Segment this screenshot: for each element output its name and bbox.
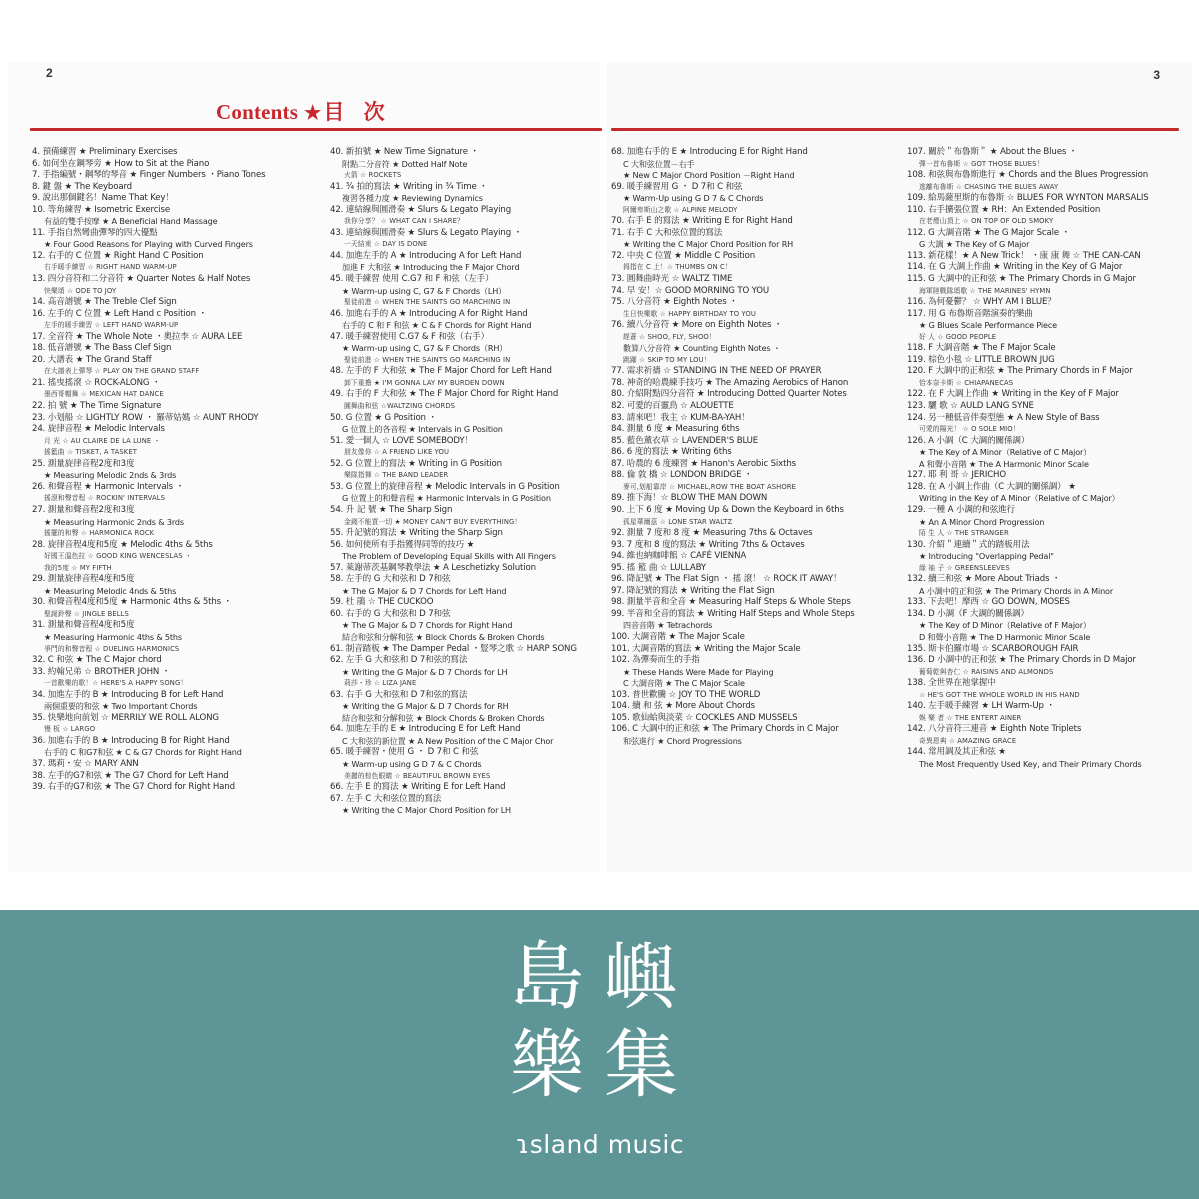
toc-entry: 47. 暖手練習使用 C.G7 & F 和弦（右手） [330, 331, 490, 342]
left-page [8, 62, 600, 872]
toc-entry: 94. 維也納咖啡館 ☆ CAFÉ VIENNA [611, 551, 747, 562]
toc-column-3 [611, 147, 901, 747]
toc-entry: 拇指在 C 上！☆ THUMBS ON C！ [623, 263, 732, 272]
title-divider [30, 128, 602, 131]
toc-entry: 53. G 位置上的旋律音程 ★ Melodic Intervals in G Position [330, 481, 560, 492]
toc-entry: 73. 圓舞曲時光 ☆ WALTZ TIME [611, 274, 733, 285]
toc-entry: 92. 測量 7 度和 8 度 ★ Measuring 7ths & Octaves [611, 528, 813, 539]
toc-entry: 30. 和聲音程4度和5度 ★ Harmonic 4ths & 5ths ・ [32, 597, 233, 608]
toc-entry: 加進 F 大和弦 ★ Introducing the F Major Chord [342, 262, 520, 273]
toc-entry: 在老煙山頂上 ☆ ON TOP OF OLD SMOKY [919, 217, 1054, 226]
toc-entry: 45. 暖手練習 使用 C.G7 和 F 和弦（左手） [330, 274, 494, 285]
toc-entry: 趕蒼 ☆ SHOO, FLY, SHOO！ [623, 332, 716, 341]
toc-entry: 86. 6 度的寫法 ★ Writing 6ths [611, 447, 732, 458]
toc-entry: 107. 關於＂布魯斯＂ ★ About the Blues ・ [907, 147, 1078, 157]
toc-entry: 67. 左手 C 大和弦位置的寫法 [330, 793, 442, 804]
toc-entry: 好 人 ☆ GOOD PEOPLE [919, 332, 997, 341]
toc-entry: ★ Warm-Up using G D 7 & C Chords [623, 193, 764, 204]
toc-entry: 64. 加進左手的 E ★ Introducing E for Left Hand [330, 724, 521, 735]
toc-entry: 22. 拍 號 ★ The Time Signature [32, 401, 162, 412]
toc-entry: 120. F 大調中的正和弦 ★ The Primary Chords in F Major [907, 366, 1133, 377]
toc-entry: 66. 左手 E 的寫法 ★ Writing E for Left Hand [330, 782, 506, 793]
toc-entry: 聖徒前進 ☆ WHEN THE SAINTS GO MARCHING IN [344, 298, 511, 307]
toc-entry: 114. 在 G 大調上作曲 ★ Writing in the Key of G Major [907, 262, 1123, 273]
contents-title [216, 96, 391, 126]
toc-entry: 116. 為何憂鬱？ ☆ WHY AM I BLUE？ [907, 297, 1056, 308]
toc-entry: The Problem of Developing Equal Skills with All Fingers [342, 551, 556, 562]
toc-entry: 132. 續三和弦 ★ More About Triads ・ [907, 574, 1061, 585]
toc-entry: 78. 神奇的哈農練手技巧 ★ The Amazing Aerobics of Hanon [611, 377, 849, 388]
toc-entry: 84. 測量 6 度 ★ Measuring 6ths [611, 424, 740, 435]
toc-entry: 69. 暖手練習用 G ・ D 7和 C 和弦 [611, 181, 743, 192]
toc-entry: 40. 新拍號 ★ New Time Signature ・ [330, 147, 479, 157]
toc-entry: 61. 制音踏板 ★ The Damper Pedal ・豎琴之歌 ☆ HARP SONG [330, 643, 577, 654]
toc-entry: 右手的 C 和 F 和弦 ★ C & F Chords for Right Hand [342, 320, 532, 331]
toc-entry: 25. 測量旋律音程2度和3度 [32, 458, 135, 469]
toc-entry: 葡萄乾與杏仁 ☆ RAISINS AND ALMONDS [919, 667, 1054, 676]
toc-entry: 135. 斯卡伯羅市場 ☆ SCARBOROUGH FAIR [907, 643, 1079, 654]
toc-entry: 55. 升記號的寫法 ★ Writing the Sharp Sign [330, 528, 503, 539]
toc-entry: 左手的暖手練習 ☆ LEFT HAND WARM-UP [44, 321, 179, 330]
toc-entry: ★ Measuring Harmonic 4ths & 5ths [44, 631, 182, 642]
toc-entry: 31. 測量和聲音程4度和5度 [32, 620, 135, 631]
toc-entry: 60. 右手的 G 大和弦和 D 7和弦 [330, 608, 451, 619]
toc-entry: 50. G 位置 ★ G Position ・ [330, 412, 437, 423]
toc-entry: 75. 八分音符 ★ Eighth Notes ・ [611, 297, 738, 308]
toc-entry: 卸下重擔 ★ I'M GONNA LAY MY BURDEN DOWN [344, 378, 505, 387]
toc-entry: G 位置上的和聲音程 ★ Harmonic Intervals in G Position [342, 493, 551, 504]
toc-entry: 四音音階 ★ Tetrachords [623, 620, 713, 631]
toc-entry: 62. 左手 G 大和弦和 D 7和弦的寫法 [330, 655, 468, 666]
toc-entry: 金錢不能買一切 ★ MONEY CAN'T BUY EVERYTHING！ [344, 517, 522, 526]
toc-entry: The Most Frequently Used Key, and Their Primary Chords [919, 758, 1142, 769]
toc-entry: 134. D 小調（F 大調的關係調） [907, 608, 1029, 619]
toc-entry: 可愛的陽光！ ☆ O SOLE MIO！ [919, 425, 1020, 434]
toc-entry: 35. 快樂地向前划 ☆ MERRILY WE ROLL ALONG [32, 712, 219, 723]
toc-entry: 123. 驪 歌 ☆ AULD LANG SYNE [907, 401, 1034, 412]
toc-entry: 月 光 ☆ AU CLAIRE DE LA LUNE ・ [44, 436, 161, 445]
toc-entry: 49. 右手的 F 大和弦 ★ The F Major Chord for Right Hand [330, 389, 559, 400]
toc-entry: 34. 加進左手的 B ★ Introducing B for Left Hand [32, 689, 224, 700]
right-page [607, 62, 1192, 872]
toc-entry: 21. 搖曳搖滾 ☆ ROCK-ALONG ・ [32, 377, 161, 388]
toc-entry: 54. 升 記 號 ★ The Sharp Sign [330, 504, 453, 515]
toc-column-4 [907, 147, 1197, 771]
toc-entry: 阿爾卑斯山之歌 ☆ ALPINE MELODY [623, 205, 738, 214]
toc-entry: ★ Writing the G Major & D 7 Chords for RH [342, 701, 509, 712]
toc-entry: ★ Writing the C Major Chord Position for LH [342, 805, 511, 816]
toc-entry: 117. 用 G 布魯斯音階演奏的樂曲 [907, 308, 1033, 319]
toc-entry: 110. 右手擴張位置 ★ RH：An Extended Position [907, 204, 1101, 215]
toc-entry: 133. 下去吧！摩西 ☆ GO DOWN, MOSES [907, 597, 1070, 608]
toc-entry: 16. 左手的 C 位置 ★ Left Hand c Position ・ [32, 308, 207, 319]
toc-entry: 128. 在 A 小調上作曲（C 大調的關係調） ★ [907, 481, 1076, 492]
toc-entry: 89. 推下海！☆ BLOW THE MAN DOWN [611, 493, 768, 504]
toc-entry: 23. 小划船 ☆ LIGHTLY ROW ・ 羅蒂姑媽 ☆ AUNT RHODY [32, 412, 259, 423]
toc-entry: 綠 袖 子 ☆ GREENSLEEVES [919, 563, 1010, 572]
toc-entry: 麥可,划船靠岸 ☆ MICHAEL,ROW THE BOAT ASHORE [623, 482, 796, 491]
toc-entry: 140. 左手暖手練習 ★ LH Warm-Up ・ [907, 701, 1055, 712]
toc-entry: 火箭 ☆ ROCKETS [344, 171, 402, 180]
toc-entry: ★ These Hands Were Made for Playing [623, 666, 774, 677]
toc-entry: 圓舞曲和弦 ☆WALTZING CHORDS [344, 402, 456, 411]
toc-entry: 43. 連結線與圓滑奏 ★ Slurs & Legato Playing ・ [330, 227, 523, 238]
toc-entry: 逃離布魯斯 ☆ CHASING THE BLUES AWAY [919, 182, 1059, 191]
toc-entry: 106. C 大調中的正和弦 ★ The Primary Chords in C Major [611, 724, 839, 735]
toc-entry: 海軍陸戰隊頌歌 ☆ THE MARINES' HYMN [919, 286, 1051, 295]
toc-entry: 98. 測量半音和全音 ★ Measuring Half Steps & Whole Steps [611, 597, 851, 608]
toc-entry: 58. 左手的 G 大和弦和 D 7和弦 [330, 574, 451, 585]
toc-entry: ★ Warm-up using C, G7 & F Chords（RH） [342, 343, 508, 354]
toc-entry: ★ Warm-up using C, G7 & F Chords（LH） [342, 285, 507, 296]
toc-entry: 17. 全音符 ★ The Whole Note ・奧拉李 ☆ AURA LEE [32, 331, 243, 342]
toc-entry: 56. 如何使所有手指獲得同等的技巧 ★ [330, 539, 475, 550]
toc-entry: ★ The G Major & D 7 Chords for Left Hand [342, 585, 507, 596]
logo-char-3: 樂 [510, 1022, 584, 1108]
toc-entry: 結合和弦和分解和弦 ★ Block Chords & Broken Chords [342, 712, 545, 723]
title-divider-right [611, 128, 1179, 131]
toc-entry: 97. 降記號的寫法 ★ Writing the Flat Sign [611, 585, 775, 596]
toc-entry: 124. 另一種低音伴奏型態 ★ A New Style of Bass [907, 412, 1100, 423]
toc-entry: 和弦進行 ★ Chord Progressions [623, 735, 742, 746]
toc-entry: ★ The G Major & D 7 Chords for Right Hand [342, 620, 513, 631]
toc-entry: 138. 全世界在祂掌握中 [907, 678, 996, 689]
toc-entry: 右手暖手練習 ☆ RIGHT HAND WARM-UP [44, 263, 177, 272]
toc-entry: 孤星華爾茲 ☆ LONE STAR WALTZ [623, 517, 733, 526]
toc-entry: 42. 連結線與圓滑奏 ★ Slurs & Legato Playing [330, 204, 512, 215]
toc-entry: 93. 7 度和 8 度的寫法 ★ Writing 7ths & Octaves [611, 539, 805, 550]
toc-column-1 [32, 147, 322, 794]
toc-entry: ☆ HE'S GOT THE WHOLE WORLD IN HIS HAND [919, 690, 1080, 699]
toc-entry: 74. 早 安！☆ GOOD MORNING TO YOU [611, 285, 770, 296]
toc-entry: Writing in the Key of A Minor（Relative of C Major） [919, 493, 1120, 504]
island-music-logo [510, 928, 700, 1168]
toc-entry: 我你分享？ ☆ WHAT CAN I SHARE？ [344, 217, 464, 226]
toc-entry: ★ The Key of D Minor（Relative of F Major） [919, 620, 1091, 631]
logo-char-1: 島 [510, 934, 584, 1020]
toc-entry: ★ The Key of A Minor（Relative of C Major） [919, 447, 1092, 458]
toc-entry: 44. 加進左手的 A ★ Introducing A for Left Hand [330, 250, 522, 261]
toc-entry: 兩個重要的和弦 ★ Two Important Chords [44, 701, 198, 712]
toc-entry: 119. 棕色小毯 ☆ LITTLE BROWN JUG [907, 354, 1055, 365]
toc-entry: 聖誕鈴聲 ☆ JINGLE BELLS [44, 609, 129, 618]
toc-entry: 搖擺的和聲 ☆ HARMONICA ROCK [44, 529, 155, 538]
toc-entry: 恰本奈卡斯 ☆ CHIAPANECAS [919, 378, 1014, 387]
toc-entry: 113. 新花樣！★ A New Trick！ ・康 康 舞 ☆ THE CAN-CAN [907, 250, 1141, 261]
toc-entry: 奇異恩典 ☆ AMAZING GRACE [919, 736, 1017, 745]
toc-entry: 一首歡樂的歌！☆ HERE'S A HAPPY SONG！ [44, 679, 188, 688]
toc-entry: 83. 請來吧！我主 ☆ KUM-BA-YAH！ [611, 412, 750, 423]
toc-entry: 13. 四分音符和二分音符 ★ Quarter Notes & Half Notes [32, 274, 251, 285]
toc-entry: 90. 上下 6 度 ★ Moving Up & Down the Keyboard in 6ths [611, 504, 844, 515]
toc-entry: 109. 給馬薩里斯的布魯斯 ☆ BLUES FOR WYNTON MARSALIS [907, 193, 1149, 204]
toc-entry: 在大譜表上彈琴 ☆ PLAY ON THE GRAND STAFF [44, 367, 200, 376]
toc-entry: 68. 加進右手的 E ★ Introducing E for Right Hand [611, 147, 808, 157]
toc-entry: 108. 和弦與布魯斯進行 ★ Chords and the Blues Progression [907, 170, 1149, 181]
toc-entry: 美麗的棕色眼睛 ☆ BEAUTIFUL BROWN EYES [344, 771, 491, 780]
toc-entry: 127. 耶 利 哥 ☆ JERICHO [907, 470, 1006, 481]
toc-entry: 32. C 和弦 ★ The C Major chord [32, 655, 162, 666]
toc-column-2 [330, 147, 620, 817]
toc-entry: 142. 八分音符三連音 ★ Eighth Note Triplets [907, 724, 1082, 735]
toc-entry: 115. G 大調中的正和弦 ★ The Primary Chords in G Major [907, 274, 1136, 285]
toc-entry: 慢 板 ☆ LARGO [44, 725, 96, 734]
toc-entry: 65. 暖手練習・使用 G ・ D 7和 C 和弦 [330, 747, 479, 758]
toc-entry: 130. 介紹＂連續＂式的踏板用法 [907, 539, 1030, 550]
toc-entry: 57. 萊謝蒂茨基鋼琴教學法 ★ A Leschetizky Solution [330, 562, 536, 573]
toc-entry: 附點二分音符 ★ Dotted Half Note [342, 158, 468, 169]
toc-entry: 96. 降記號 ★ The Flat Sign ・ 搖 滾！ ☆ ROCK IT AWAY！ [611, 574, 842, 585]
toc-entry: 快樂頌 ☆ ODE TO JOY [44, 286, 117, 295]
page-number-left: 2 [46, 66, 53, 80]
page-number-right: 3 [1153, 68, 1160, 82]
toc-entry: ★ Writing the G Major & D 7 Chords for LH [342, 666, 508, 677]
toc-entry: 104. 續 和 弦 ★ More About Chords [611, 701, 755, 712]
toc-entry: A 和聲小音階 ★ The A Harmonic Minor Scale [919, 458, 1089, 469]
toc-entry: ★ An A Minor Chord Progression [919, 516, 1045, 527]
toc-entry: G 大調 ★ The Key of G Major [919, 239, 1030, 250]
toc-entry: 33. 約翰兄弟 ☆ BROTHER JOHN ・ [32, 666, 171, 677]
toc-entry: 95. 搖 籃 曲 ☆ LULLABY [611, 562, 706, 573]
toc-entry: 跳躍 ☆ SKIP TO MY LOU！ [623, 355, 711, 364]
toc-entry: C 大和弦的新位置 ★ A New Position of the C Major Chor [342, 735, 554, 746]
toc-entry: 搖滾和聲音程 ☆ ROCKIN' INTERVALS [44, 494, 166, 503]
toc-entry: 搖籃曲 ☆ TISKET, A TASKET [44, 448, 138, 457]
toc-entry: 複習各種力度 ★ Reviewing Dynamics [342, 193, 483, 204]
toc-entry: 80. 介紹附點四分音符 ★ Introducing Dotted Quarter Notes [611, 389, 847, 400]
toc-entry: 46. 加進右手的 A ★ Introducing A for Right Hand [330, 308, 528, 319]
toc-entry: 彈一首布魯斯 ☆ GOT THOSE BLUES！ [919, 159, 1044, 168]
toc-entry: ★ Measuring Harmonic 2nds & 3rds [44, 516, 184, 527]
toc-entry: 102. 為彈奏而生的手指 [611, 655, 700, 666]
logo-char-2: 嶼 [604, 934, 678, 1020]
toc-entry: 墨西哥帽舞 ☆ MEXICAN HAT DANCE [44, 390, 164, 399]
toc-entry: 28. 旋律音程4度和5度 ★ Melodic 4ths & 5ths [32, 539, 213, 550]
toc-entry: ★ Warm-up using G D 7 & C Chords [342, 758, 482, 769]
toc-entry: 52. G 位置上的寫法 ★ Writing in G Position [330, 458, 502, 469]
toc-entry: 105. 歌仙蛤與淡菜 ☆ COCKLES AND MUSSELS [611, 712, 798, 723]
toc-entry: 88. 倫 敦 橋 ☆ LONDON BRIDGE ・ [611, 470, 753, 481]
toc-entry: ★ Measuring Melodic 4nds & 5ths [44, 585, 177, 596]
toc-entry: 12. 右手的 C 位置 ★ Right Hand C Position [32, 250, 204, 261]
toc-entry: 85. 藍色薰衣草 ☆ LAVENDER'S BLUE [611, 435, 759, 446]
toc-entry: D 和聲小音階 ★ The D Harmonic Minor Scale [919, 631, 1091, 642]
toc-entry: 100. 大調音階 ★ The Major Scale [611, 631, 745, 642]
toc-entry: 10. 等角練習 ★ Isometric Exercise [32, 204, 171, 215]
logo-char-4: 集 [604, 1022, 678, 1108]
toc-entry: 數算八分音符 ★ Counting Eighth Notes ・ [623, 343, 781, 354]
toc-entry: 生日快樂歌 ☆ HAPPY BIRTHDAY TO YOU [623, 309, 756, 318]
logo-tagline: ɿsland music [516, 1130, 685, 1159]
toc-entry: 63. 右手 G 大和弦和 D 7和弦的寫法 [330, 689, 468, 700]
toc-entry: 112. G 大調音階 ★ The G Major Scale ・ [907, 227, 1070, 238]
toc-entry: 59. 杜 鵑 ☆ THE CUCKOO [330, 597, 434, 608]
toc-entry: ★ Writing the C Major Chord Position for RH [623, 239, 794, 250]
toc-entry: 11. 手指自然彎曲彈琴的四大優點 [32, 227, 158, 238]
toc-entry: 26. 和聲音程 ★ Harmonic Intervals ・ [32, 481, 185, 492]
toc-entry: 129. 一種 A 小調的和弦進行 [907, 504, 1016, 515]
toc-entry: 結合和弦和分解和弦 ★ Block Chords & Broken Chords [342, 631, 545, 642]
toc-entry: 娛 樂 者 ☆ THE ENTERT AINER [919, 713, 1022, 722]
toc-entry: 87. 哈農的 6 度練習 ★ Hanon's Aerobic Sixths [611, 458, 796, 469]
star-icon: ★ [304, 103, 322, 124]
toc-entry: 103. 普世歡騰 ☆ JOY TO THE WORLD [611, 689, 761, 700]
toc-entry: 24. 旋律音程 ★ Melodic Intervals [32, 424, 165, 435]
toc-entry: 9. 說出那個鍵名！Name That Key！ [32, 193, 174, 204]
toc-entry: 莉莎・珍 ☆ LIZA JANE [344, 679, 417, 688]
toc-entry: 右手的 C 和G7和弦 ★ C & G7 Chords for Right Hand [44, 747, 242, 758]
toc-entry: 41. ¾ 拍的寫法 ★ Writing in ¾ Time ・ [330, 181, 488, 192]
toc-entry: A 小調中的正和弦 ★ The Primary Chords in A Minor [919, 585, 1114, 596]
brand-banner [0, 910, 1199, 1199]
toc-entry: 99. 半音和全音的寫法 ★ Writing Half Steps and Whole Steps [611, 608, 855, 619]
toc-entry: 37. 瑪莉・安 ☆ MARY ANN [32, 758, 139, 769]
toc-entry: 82. 可愛的百靈鳥 ☆ ALOUETTE [611, 401, 734, 412]
toc-entry: 77. 需求祈禱 ☆ STANDING IN THE NEED OF PRAYER [611, 366, 822, 377]
toc-entry: 39. 右手的G7和弦 ★ The G7 Chord for Right Hand [32, 782, 235, 793]
toc-entry: 70. 右手 E 的寫法 ★ Writing E for Right Hand [611, 216, 793, 227]
toc-entry: 101. 大調音階的寫法 ★ Writing the Major Scale [611, 643, 801, 654]
toc-entry: ★ Measuring Melodic 2nds & 3rds [44, 470, 177, 481]
toc-entry: 6. 如何坐在鋼琴旁 ★ How to Sit at the Piano [32, 158, 210, 169]
title-en: Contents [216, 100, 299, 124]
toc-entry: 36. 加進右手的 B ★ Introducing B for Right Hand [32, 735, 230, 746]
toc-entry: 144. 常用調及其正和弦 ★ [907, 747, 1006, 758]
toc-entry: 51. 愛一個人 ☆ LOVE SOMEBODY！ [330, 435, 473, 446]
title-zh: 目 次 [323, 100, 391, 124]
toc-entry: 7. 手指編號・鋼琴的琴音 ★ Finger Numbers ・Piano Tones [32, 170, 266, 181]
toc-entry: 29. 測量旋律音程4度和5度 [32, 574, 135, 585]
toc-entry: 4. 預備練習 ★ Preliminary Exercises [32, 147, 178, 157]
toc-entry: 朋友像你 ☆ A FRIEND LIKE YOU [344, 448, 450, 457]
toc-entry: 聖徒前進 ☆ WHEN THE SAINTS GO MARCHING IN [344, 355, 511, 364]
toc-entry: 有益的雙手按摩 ★ A Beneficial Hand Massage [44, 216, 218, 227]
toc-entry: ★ New C Major Chord Position －Right Hand [623, 170, 795, 181]
toc-entry: 27. 測量和聲音程2度和3度 [32, 504, 135, 515]
toc-entry: 38. 左手的G7和弦 ★ The G7 Chord for Left Hand [32, 770, 229, 781]
toc-entry: 爭鬥的和聲音程 ☆ DUELING HARMONICS [44, 644, 180, 653]
toc-entry: 14. 高音譜號 ★ The Treble Clef Sign [32, 297, 177, 308]
toc-entry: 76. 續八分音符 ★ More on Eighth Notes ・ [611, 320, 783, 331]
toc-entry: C 大和弦位置－右手 [623, 158, 695, 169]
toc-entry: 我的5度 ☆ MY FIFTH [44, 563, 112, 572]
toc-entry: 126. A 小調（C 大調的關係調） [907, 435, 1030, 446]
toc-entry: 陌 生 人 ☆ THE STRANGER [919, 529, 1009, 538]
toc-entry: 8. 鍵 盤 ★ The Keyboard [32, 181, 132, 192]
toc-entry: ★ Introducing "Overlapping Pedal" [919, 551, 1054, 562]
toc-entry: 118. F 大調音階 ★ The F Major Scale [907, 343, 1056, 354]
toc-entry: ★ G Blues Scale Performance Piece [919, 320, 1057, 331]
toc-entry: 122. 在 F 大調上作曲 ★ Writing in the Key of F Major [907, 389, 1119, 400]
toc-entry: 18. 低音譜號 ★ The Bass Clef Sign [32, 343, 172, 354]
toc-entry: ★ Four Good Reasons for Playing with Curved Fingers [44, 239, 253, 250]
toc-entry: 72. 中央 C 位置 ★ Middle C Position [611, 250, 756, 261]
toc-entry: 樂隊指揮 ☆ THE BAND LEADER [344, 471, 449, 480]
toc-entry: 71. 右手 C 大和弦位置的寫法 [611, 227, 723, 238]
toc-entry: 好國王溫色拉 ☆ GOOD KING WENCESLAS ・ [44, 552, 192, 561]
toc-entry: 20. 大譜表 ★ The Grand Staff [32, 354, 152, 365]
toc-entry: G 位置上的各音程 ★ Intervals in G Position [342, 424, 503, 435]
toc-entry: C 大調音階 ★ The C Major Scale [623, 678, 745, 689]
toc-entry: 48. 左手的 F 大和弦 ★ The F Major Chord for Left Hand [330, 366, 552, 377]
toc-entry: 一天結束 ☆ DAY IS DONE [344, 240, 428, 249]
toc-entry: 136. D 小調中的正和弦 ★ The Primary Chords in D Major [907, 655, 1136, 666]
